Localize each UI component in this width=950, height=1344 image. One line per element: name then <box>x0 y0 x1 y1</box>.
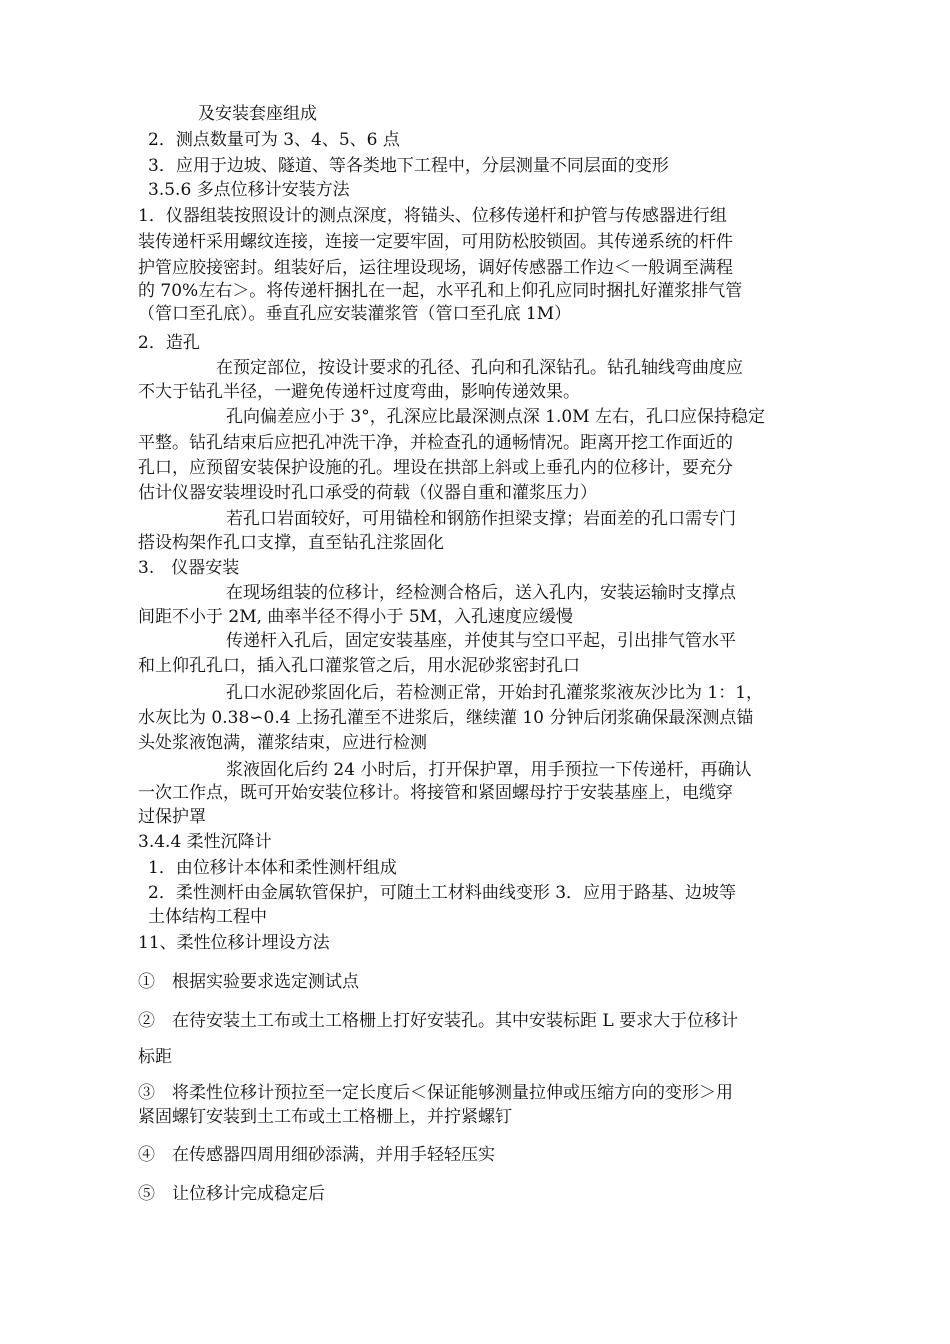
text-line: 护管应胶接密封。组装好后，运往埋设现场，调好传感器工作边＜一般调至满程 <box>138 258 733 278</box>
text-line: 间距不小于 2M, 曲率半径不得小于 5M，入孔速度应缓慢 <box>138 607 574 627</box>
text-line: 土体结构工程中 <box>148 907 267 927</box>
text-line: 1．仪器组装按照设计的测点深度，将锚头、位移传递杆和护管与传感器进行组 <box>138 206 727 226</box>
list-item: ② 在待安装土工布或土工格栅上打好安装孔。其中安装标距 L 要求大于位移计 <box>138 1011 739 1031</box>
text-line: 在预定部位，按设计要求的孔径、孔向和孔深钻孔。钻孔轴线弯曲度应 <box>216 358 743 378</box>
text-line: 一次工作点，既可开始安装位移计。将接管和紧固螺母拧于安装基座上，电缆穿 <box>138 783 733 803</box>
text-line: 过保护罩 <box>138 807 206 827</box>
list-item: ① 根据实验要求选定测试点 <box>138 972 359 992</box>
text-line: 2．测点数量可为 3、4、5、6 点 <box>148 130 400 150</box>
text-line: 估计仪器安装埋设时孔口承受的荷载（仪器自重和灌浆压力） <box>138 483 597 503</box>
section-heading: 3.5.6 多点位移计安装方法 <box>148 180 350 200</box>
list-item: ③ 将柔性位移计预拉至一定长度后＜保证能够测量拉伸或压缩方向的变形＞用 <box>138 1083 733 1103</box>
text-line: 浆液固化后约 24 小时后，打开保护罩，用手预拉一下传递杆，再确认 <box>226 760 752 780</box>
section-heading: 11、柔性位移计埋设方法 <box>138 933 330 953</box>
text-line: 孔口水泥砂浆固化后，若检测正常，开始封孔灌浆浆液灰沙比为 1：1， <box>226 683 764 703</box>
section-heading: 2．造孔 <box>138 333 200 353</box>
text-line: 头处浆液饱满，灌浆结束，应进行检测 <box>138 733 427 753</box>
text-line: 孔向偏差应小于 3°，孔深应比最深测点深 1.0M 左右，孔口应保持稳定 <box>226 407 765 427</box>
text-line: 和上仰孔孔口，插入孔口灌浆管之后，用水泥砂浆密封孔口 <box>138 656 580 676</box>
list-item: ⑤ 让位移计完成稳定后 <box>138 1184 325 1204</box>
text-line: 孔口，应预留安装保护设施的孔。埋设在拱部上斜或上垂孔内的位移计，要充分 <box>138 458 733 478</box>
text-line: 在现场组装的位移计，经检测合格后，送入孔内，安装运输时支撑点 <box>226 583 736 603</box>
section-heading: 3.4.4 柔性沉降计 <box>138 832 272 852</box>
text-line: 标距 <box>138 1047 172 1067</box>
text-line: 传递杆入孔后，固定安装基座，并使其与空口平起，引出排气管水平 <box>226 631 736 651</box>
text-line: 紧固螺钉安装到土工布或土工格栅上，并拧紧螺钉 <box>138 1107 512 1127</box>
text-line: 不大于钻孔半径，一避免传递杆过度弯曲，影响传递效果。 <box>138 382 580 402</box>
text-line: 及安装套座组成 <box>198 104 317 124</box>
text-line: 1．由位移计本体和柔性测杆组成 <box>148 858 397 878</box>
text-line: 平整。钻孔结束后应把孔冲洗干净，并检查孔的通畅情况。距离开挖工作面近的 <box>138 433 733 453</box>
text-line: 若孔口岩面较好，可用锚栓和钢筋作担梁支撑；岩面差的孔口需专门 <box>226 509 736 529</box>
text-line: 装传递杆采用螺纹连接，连接一定要牢固，可用防松胶锁固。其传递系统的杆件 <box>138 232 733 252</box>
text-line: 的 70%左右＞。将传递杆捆扎在一起，水平孔和上仰孔应同时捆扎好灌浆排气管 <box>138 281 743 301</box>
text-line: （管口至孔底）。垂直孔应安装灌浆管（管口至孔底 1M） <box>138 304 572 324</box>
text-line: 3．应用于边坡、隧道、等各类地下工程中，分层测量不同层面的变形 <box>148 156 669 176</box>
section-heading: 3. 仪器安装 <box>138 558 240 578</box>
text-line: 搭设构架作孔口支撑，直至钻孔注浆固化 <box>138 533 444 553</box>
text-line: 水灰比为 0.38∽0.4 上扬孔灌至不进浆后，继续灌 10 分钟后闭浆确保最深测点锚 <box>138 708 754 728</box>
text-line: 2．柔性测杆由金属软管保护，可随土工材料曲线变形 3．应用于路基、边坡等 <box>148 883 737 903</box>
list-item: ④ 在传感器四周用细砂添满，并用手轻轻压实 <box>138 1145 495 1165</box>
